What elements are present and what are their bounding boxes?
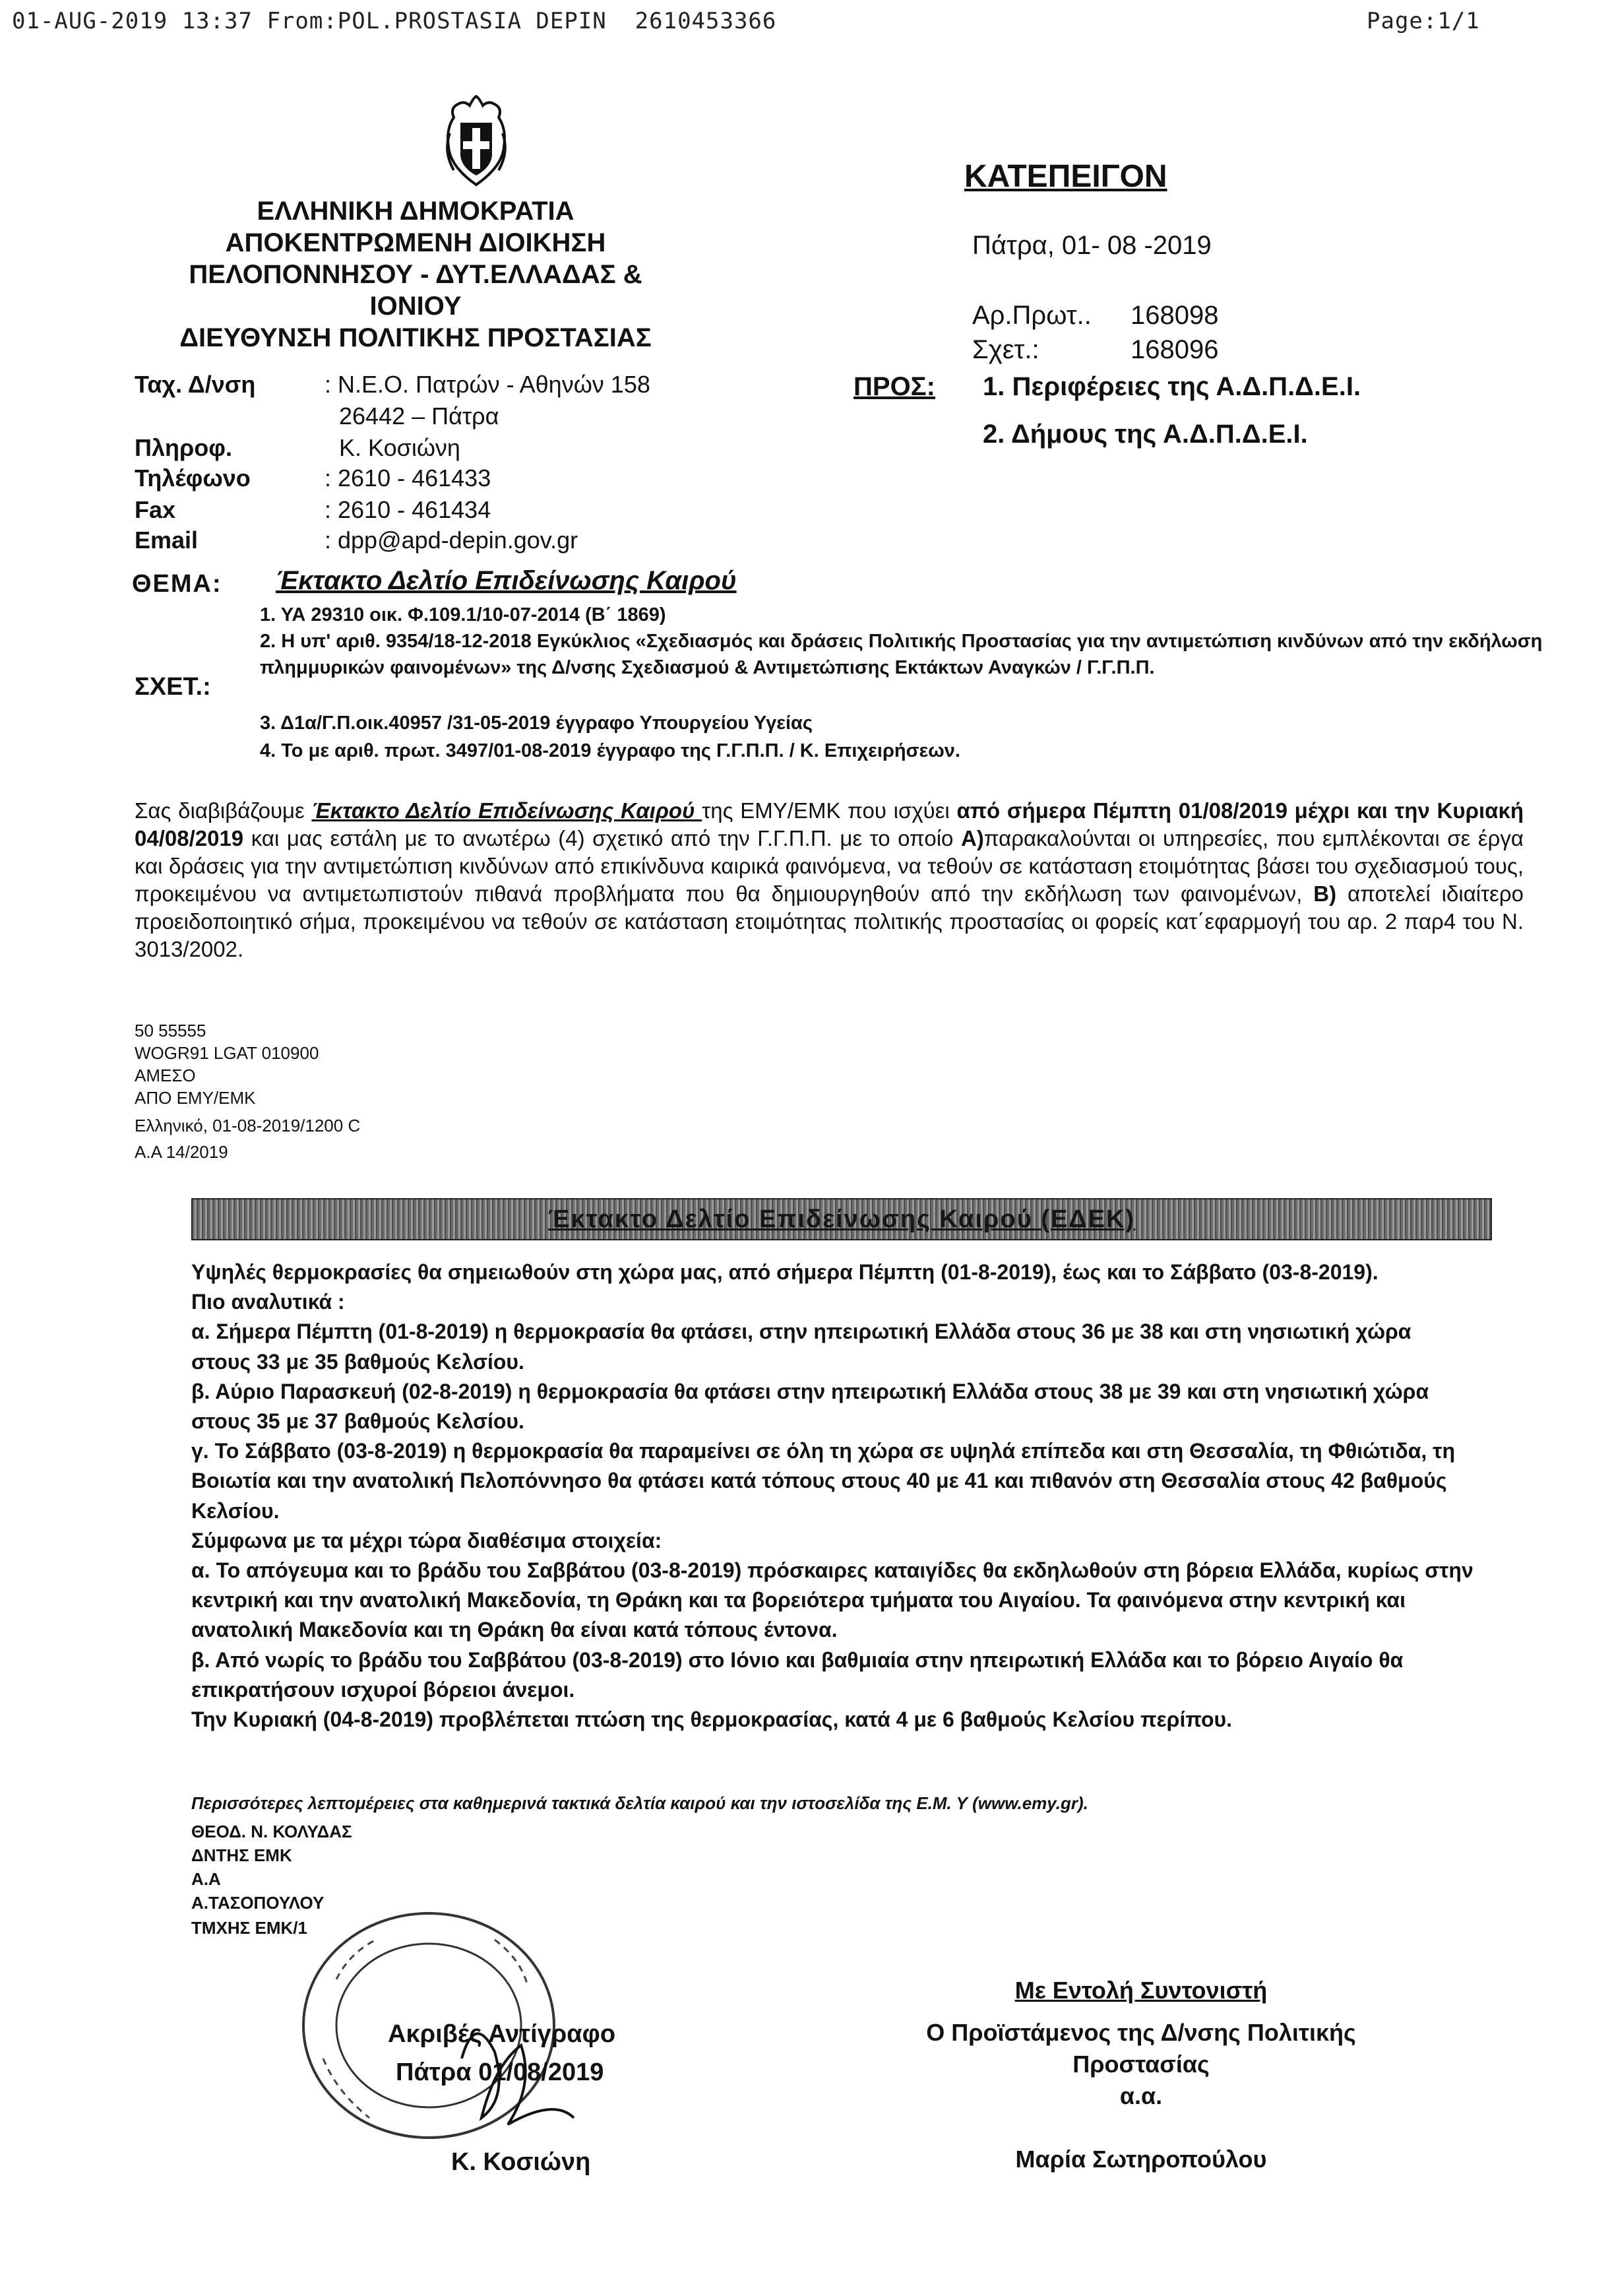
body-text: της ΕΜΥ/ΕΜΚ που ισχύει <box>702 798 957 823</box>
body-validity: από σήμερα Πέμπτη 01/08/2019 μέχρι και την Κυριακή 04/08/2019 <box>135 798 1524 850</box>
authority-line: ΕΛΛΗΝΙΚΗ ΔΗΜΟΚΡΑΤΙΑ <box>257 197 574 226</box>
related-item: 4. Το με αριθ. πρωτ. 3497/01-08-2019 έγγραφο της Γ.Γ.Π.Π. / Κ. Επιχειρήσεων. <box>260 740 960 761</box>
forecast-paragraph: β. Αύριο Παρασκευή (02-8-2019) η θερμοκρασία θα φτάσει στην ηπειρωτική Ελλάδα στους 38 με 39 και στη νησιωτική χώρα στους 35 με 37 βαθμούς Κελσίου. <box>191 1379 1429 1434</box>
email-label: Email <box>135 526 199 554</box>
order-line: Προστασίας <box>1072 2051 1210 2078</box>
body-text: και μας εστάλη με το ανωτέρω (4) σχετικό από την Γ.Γ.Π.Π. με το οποίο <box>243 826 961 850</box>
certified-copy-name: Κ. Κοσιώνη <box>451 2148 591 2176</box>
related-item: 3. Δ1α/Γ.Π.οικ.40957 /31-05-2019 έγγραφο Υπουργείου Υγείας <box>260 713 813 734</box>
bulletin-title: Έκτακτο Δελτίο Επιδείνωσης Καιρού (ΕΔΕΚ) <box>547 1205 1136 1233</box>
signatory-line: Α.Α <box>191 1869 221 1889</box>
protocol-rel-label: Σχετ.: <box>972 335 1039 364</box>
message-code: WOGR91 LGAT 010900 <box>135 1043 319 1063</box>
message-code: ΑΜΕΣΟ <box>135 1066 196 1085</box>
related-item: 2. Η υπ' αριθ. 9354/18-12-2018 Εγκύκλιος «Σχεδιασμός και δράσεις Πολιτικής Προστασίας για την αντιμετώπιση κινδύνων από την εκδήλωση πλημμυρικών φαινομένων» της Δ/νσης Σχεδιασμού & Αντιμετώπισης Εκτάκτων Αναγκών / Γ.Γ.Π.Π. <box>260 631 1543 678</box>
forecast-paragraph: α. Το απόγευμα και το βράδυ του Σαββάτου (03-8-2019) πρόσκαιρες καταιγίδες θα εκδηλωθούν στη βόρεια Ελλάδα, κυρίως στην κεντρική και την ανατολική Μακεδονία, τη Θράκη και τα βορειότερα τμήματα του Αιγαίου. Τα φαινόμενα στην κεντρική και ανατολική Μακεδονία και τη Θράκη θα είναι κατά τόπους έντονα. <box>191 1558 1473 1642</box>
signatory-line: ΤΜΧΗΣ ΕΜΚ/1 <box>191 1918 307 1938</box>
forecast-paragraph: Υψηλές θερμοκρασίες θα σημειωθούν στη χώρα μας, από σήμερα Πέμπτη (01-8-2019), έως και το Σάββατο (03-8-2019). <box>191 1260 1379 1284</box>
address-line-1: : Ν.Ε.Ο. Πατρών - Αθηνών 158 <box>325 371 650 398</box>
order-title: Με Εντολή Συντονιστή <box>1014 1977 1268 2004</box>
more-info-line: Περισσότερες λεπτομέρειες στα καθημερινά τακτικά δελτία καιρού και την ιστοσελίδα της Ε.Μ. Υ (www.emy.gr). <box>191 1793 1088 1813</box>
message-code: 50 55555 <box>135 1021 206 1040</box>
message-code: Ελληνικό, 01-08-2019/1200 C <box>135 1116 361 1135</box>
certified-copy-date: Πάτρα 01/08/2019 <box>396 2058 604 2086</box>
authority-line: ΙΟΝΙΟΥ <box>369 292 462 321</box>
body-point-b: Β) <box>1313 881 1337 906</box>
certified-copy-title: Ακριβές Αντίγραφο <box>388 2020 616 2048</box>
order-line: α.α. <box>1119 2082 1163 2109</box>
body-text: αποτελεί ιδιαίτερο προειδοποιητικό σήμα, προκειμένου να τεθούν σε κατάσταση ετοιμότητας πολιτικής προστασίας οι φορείς κατ΄εφαρμογή του αρ. 2 παρ4 του Ν. 3013/2002. <box>135 881 1524 961</box>
order-signatory-name: Μαρία Σωτηροπούλου <box>1015 2146 1267 2173</box>
fax-value: : 2610 - 461434 <box>325 496 491 523</box>
forecast-paragraph: β. Από νωρίς το βράδυ του Σαββάτου (03-8-2019) στο Ιόνιο και βαθμιαία στην ηπειρωτική Ελλάδα και το βόρειο Αιγαίο θα επικρατήσουν ισχυροί βόρειοι άνεμοι. <box>191 1647 1404 1702</box>
forecast-paragraph: Σύμφωνα με τα μέχρι τώρα διαθέσιμα στοιχεία: <box>191 1528 662 1552</box>
authority-line: ΔΙΕΥΘΥΝΣΗ ΠΟΛΙΤΙΚΗΣ ΠΡΟΣΤΑΣΙΑΣ <box>179 323 652 352</box>
related-item: 1. ΥΑ 29310 οικ. Φ.109.1/10-07-2014 (Β΄ 1869) <box>260 604 666 625</box>
body-subject-ref: Έκτακτο Δελτίο Επιδείνωσης Καιρού <box>311 798 702 823</box>
recipients-label: ΠΡΟΣ: <box>853 372 936 401</box>
body-paragraph <box>135 797 1524 963</box>
phone-label: Τηλέφωνο <box>135 464 251 492</box>
email-value: : dpp@apd-depin.gov.gr <box>325 526 578 554</box>
protocol-label: Αρ.Πρωτ.. <box>972 301 1092 330</box>
related-label: ΣΧΕΤ.: <box>135 673 211 701</box>
recipient-item: 2. Δήμους της Α.Δ.Π.Δ.Ε.Ι. <box>983 420 1308 449</box>
phone-value: : 2610 - 461433 <box>325 464 491 492</box>
info-label: Πληροφ. <box>135 434 233 461</box>
order-line: Ο Προϊστάμενος της Δ/νσης Πολιτικής <box>926 2019 1356 2046</box>
place-date: Πάτρα, 01- 08 -2019 <box>972 231 1212 260</box>
urgency-label: ΚΑΤΕΠΕΙΓΟΝ <box>964 159 1167 194</box>
forecast-paragraph: Πιο αναλυτικά : <box>191 1290 345 1314</box>
authority-header <box>99 195 732 354</box>
protocol-number: 168098 <box>1131 301 1219 330</box>
protocol-rel-number: 168096 <box>1131 335 1219 364</box>
recipient-item: 1. Περιφέρειες της Α.Δ.Π.Δ.Ε.Ι. <box>983 372 1361 401</box>
forecast-paragraph: α. Σήμερα Πέμπτη (01-8-2019) η θερμοκρασία θα φτάσει, στην ηπειρωτική Ελλάδα στους 36 με 38 και στη νησιωτική χώρα στους 33 με 35 βαθμούς Κελσίου. <box>191 1320 1411 1374</box>
subject-label: ΘΕΜΑ: <box>132 570 222 598</box>
signatory-line: ΘΕΟΔ. Ν. ΚΟΛΥΔΑΣ <box>191 1822 352 1841</box>
subject-text: Έκτακτο Δελτίο Επιδείνωσης Καιρού <box>276 566 737 595</box>
address-line-2: 26442 – Πάτρα <box>339 402 499 430</box>
signatory-line: Α.ΤΑΣΟΠΟΥΛΟΥ <box>191 1893 325 1913</box>
authority-line: ΠΕΛΟΠΟΝΝΗΣΟΥ - ΔΥΤ.ΕΛΛΑΔΑΣ & <box>189 260 642 289</box>
fax-page-number: Page:1/1 <box>1367 8 1480 34</box>
body-point-a: Α) <box>961 826 984 850</box>
forecast-block <box>191 1258 1473 1735</box>
forecast-paragraph: γ. Το Σάββατο (03-8-2019) η θερμοκρασία θα παραμείνει σε όλη τη χώρα σε υψηλά επίπεδα και στη Θεσσαλία, τη Φθιώτιδα, τη Βοιωτία και την ανατολική Πελοπόννησο θα φτάσει κατά τόπους στους 40 με 41 και πιθανόν στη Θεσσαλία στους 42 βαθμούς Κελσίου. <box>191 1439 1455 1523</box>
forecast-paragraph: Την Κυριακή (04-8-2019) προβλέπεται πτώση της θερμοκρασίας, κατά 4 με 6 βαθμούς Κελσίου περίπου. <box>191 1707 1233 1732</box>
body-text: παρακαλούνται οι υπηρεσίες, που εμπλέκονται σε έργα και δράσεις για την αντιμετώπιση κινδύνων από επικίνδυνα καιρικά φαινόμενα, να τεθούν σε κατάσταση ετοιμότητας βάσει του σχεδιασμού τους, προκειμένου να αντιμετωπιστούν πιθανά προβλήματα που θα δημιουργηθούν από την εκδήλωση των φαινομένων, <box>135 826 1524 906</box>
message-code: ΑΠΟ ΕΜΥ/ΕΜΚ <box>135 1088 256 1108</box>
fax-header-line: 01-AUG-2019 13:37 From:POL.PROSTASIA DEPIN 2610453366 <box>12 8 777 34</box>
bulletin-banner <box>191 1198 1492 1240</box>
signatory-line: ΔΝΤΗΣ ΕΜΚ <box>191 1845 292 1865</box>
fax-label: Fax <box>135 496 176 523</box>
body-text: Σας διαβιβάζουμε <box>135 798 312 823</box>
address-label: Ταχ. Δ/νση <box>135 371 256 398</box>
info-value: Κ. Κοσιώνη <box>339 434 460 461</box>
message-code: Α.Α 14/2019 <box>135 1142 228 1162</box>
authority-line: ΑΠΟΚΕΝΤΡΩΜΕΝΗ ΔΙΟΙΚΗΣΗ <box>225 228 606 257</box>
greek-coat-of-arms-icon <box>441 92 512 191</box>
